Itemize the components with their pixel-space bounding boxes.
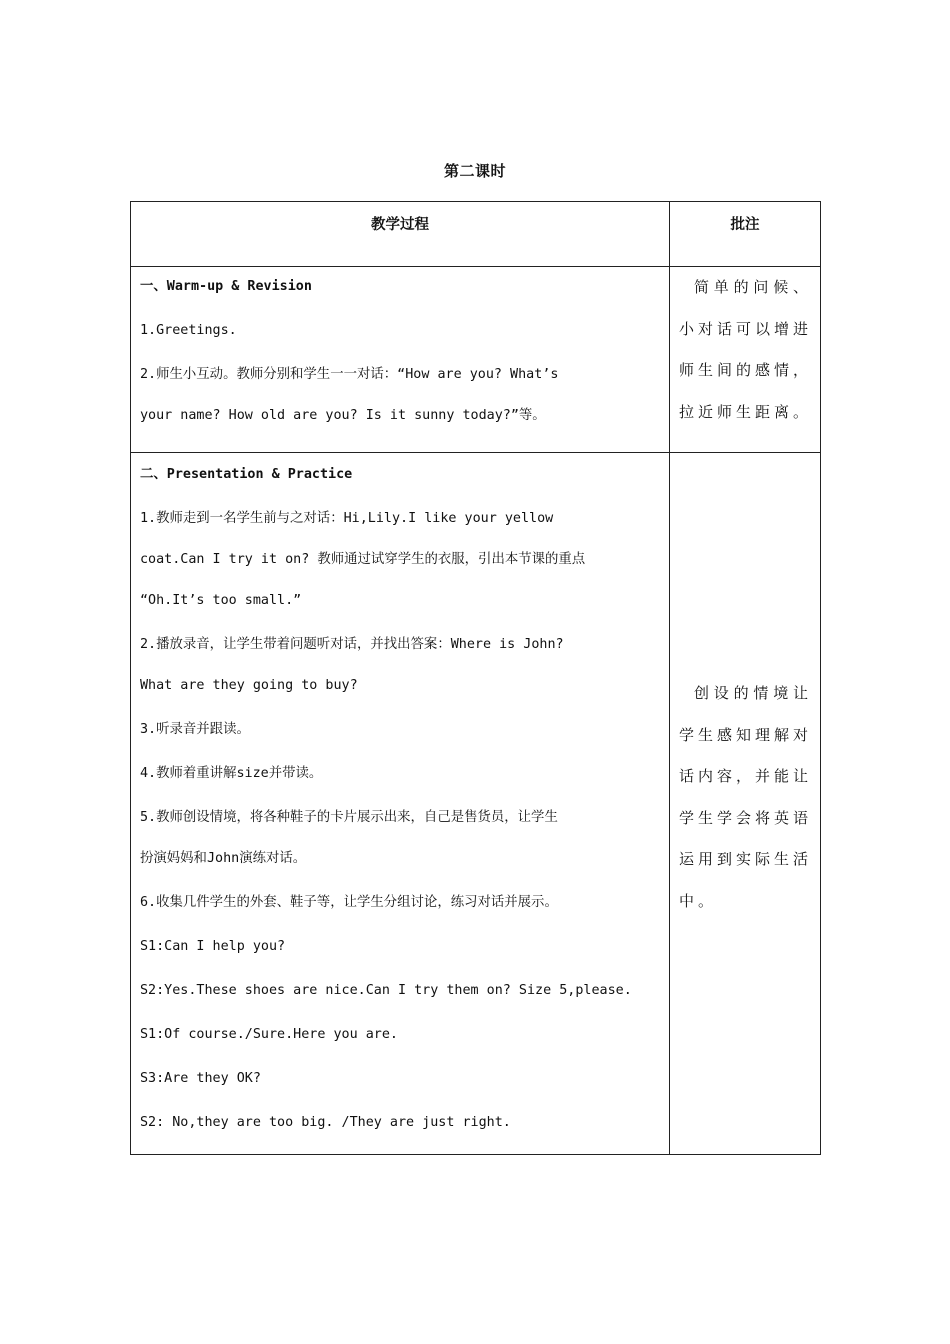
list-item: 3.听录音并跟读。 <box>140 722 250 737</box>
list-item: “Oh.It’s too small.” <box>140 593 302 608</box>
header-teaching-process-label: 教学过程 <box>371 217 429 233</box>
note-text: 简单的问候、小对话可以增进师生间的感情，拉近师生距离。 <box>679 278 813 421</box>
list-item: 5.教师创设情境，将各种鞋子的卡片展示出来，自己是售货员，让学生 <box>140 810 558 825</box>
list-item: 6.收集几件学生的外套、鞋子等，让学生分组讨论，练习对话并展示。 <box>140 895 558 910</box>
list-item: S2: No,they are too big. /They are just right. <box>140 1115 511 1130</box>
list-item: 2.师生小互动。教师分别和学生一一对话：“How are you? What’s <box>140 367 559 382</box>
table-row <box>131 267 821 453</box>
list-item: 扮演妈妈和John演练对话。 <box>140 851 307 866</box>
table-row <box>131 453 821 1155</box>
list-item: S3:Are they OK? <box>140 1071 261 1086</box>
list-item: S2:Yes.These shoes are nice.Can I try them on? Size 5,please. <box>140 983 632 998</box>
list-item: What are they going to buy? <box>140 678 358 693</box>
list-item: 4.教师着重讲解size并带读。 <box>140 766 323 781</box>
section-title: 一、Warm-up & Revision <box>140 279 312 294</box>
note-presentation <box>670 453 821 1155</box>
list-item: S1:Of course./Sure.Here you are. <box>140 1027 398 1042</box>
header-teaching-process <box>131 202 670 267</box>
list-item: S1:Can I help you? <box>140 939 286 954</box>
list-item: 1.Greetings. <box>140 323 237 338</box>
lesson-table <box>130 201 821 1155</box>
list-item: coat.Can I try it on? 教师通过试穿学生的衣服，引出本节课的重点 <box>140 552 586 567</box>
list-item: 2.播放录音，让学生带着问题听对话，并找出答案：Where is John? <box>140 637 564 652</box>
page-title: 第二课时 <box>443 162 506 180</box>
note-text: 创设的情境让学生感知理解对话内容，并能让学生学会将英语运用到实际生活中。 <box>679 684 813 910</box>
table-header-row <box>131 202 821 267</box>
header-notes <box>670 202 821 267</box>
list-item: 1.教师走到一名学生前与之对话：Hi,Lily.I like your yellow <box>140 511 554 526</box>
section-presentation <box>131 453 670 1155</box>
section-title: 二、Presentation & Practice <box>140 467 353 482</box>
header-notes-label: 批注 <box>730 217 760 233</box>
note-warmup <box>670 267 821 453</box>
section-warmup <box>131 267 670 453</box>
list-item: your name? How old are you? Is it sunny today?”等。 <box>140 408 546 423</box>
